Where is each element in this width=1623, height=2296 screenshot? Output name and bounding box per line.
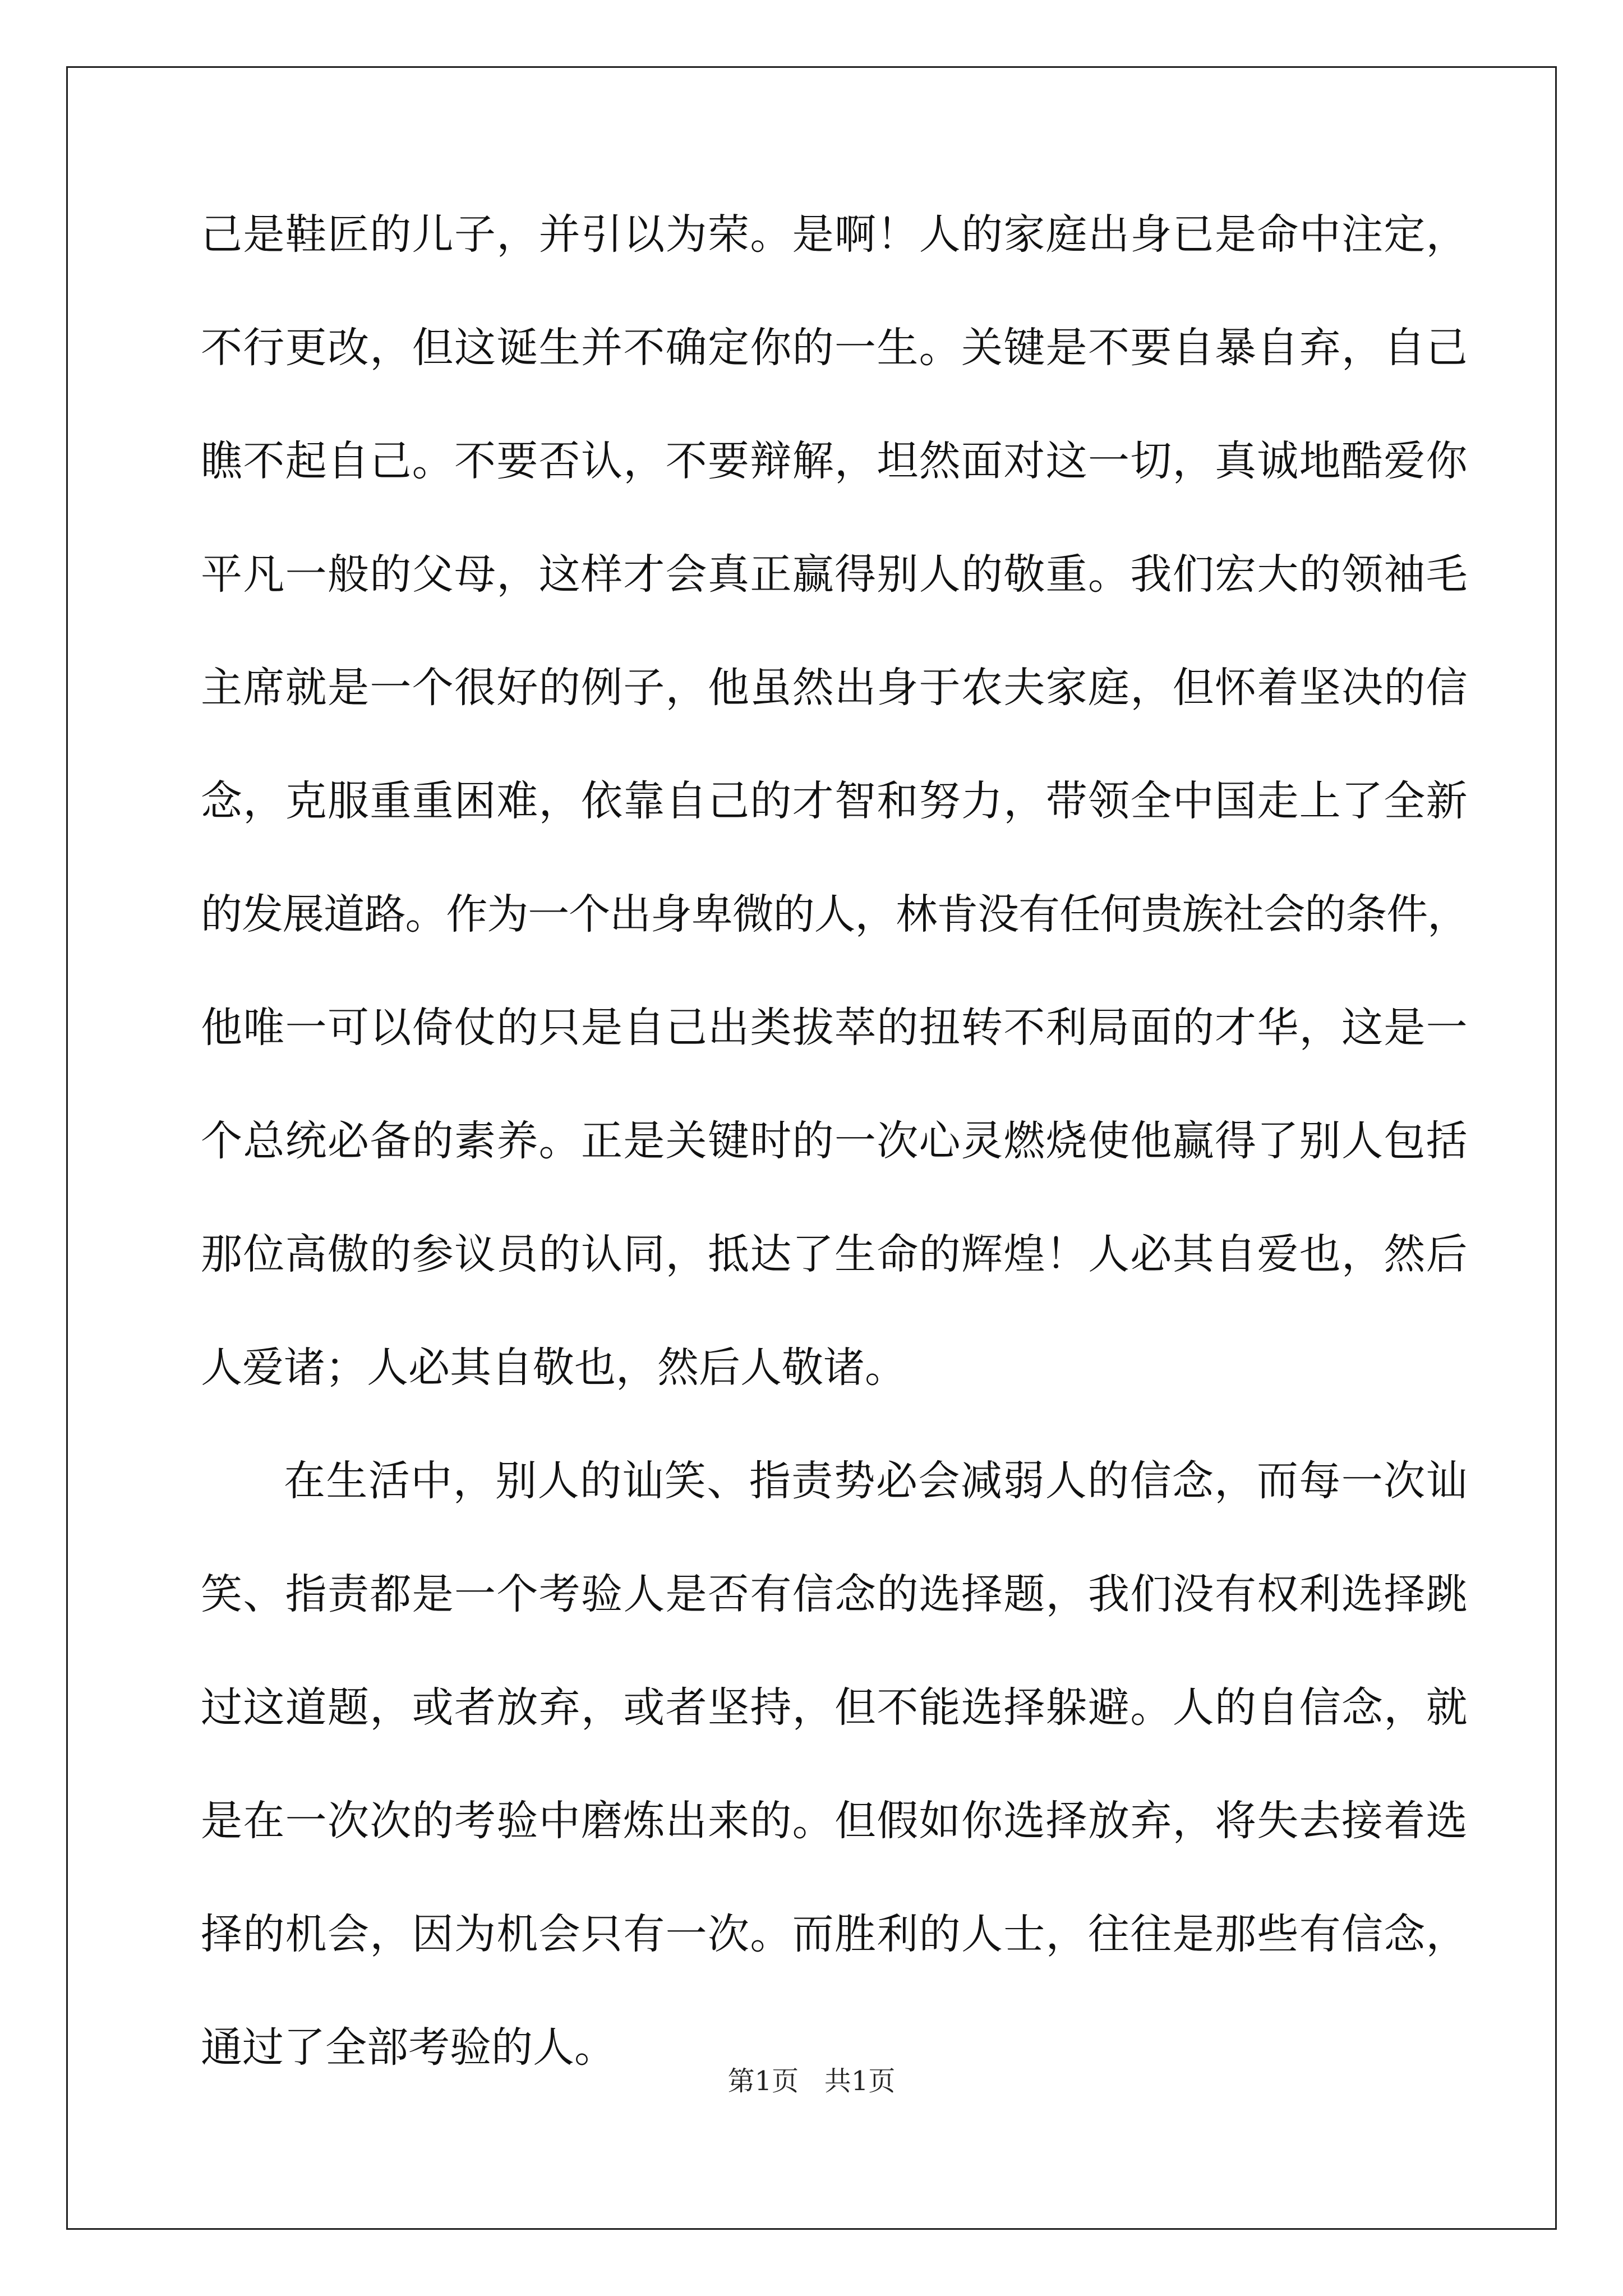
text-line: 是在一次次的考验中磨炼出来的。但假如你选择放弃，将失去接着选: [201, 1797, 1468, 1845]
text-line: 的发展道路。作为一个出身卑微的人，林肯没有任何贵族社会的条件，: [201, 890, 1468, 938]
text-line: 择的机会，因为机会只有一次。而胜利的人士，往往是那些有信念，: [201, 1910, 1468, 1958]
text-line: 个总统必备的素养。正是关键时的一次心灵燃烧使他赢得了别人包括: [201, 1117, 1468, 1165]
text-line: 念，克服重重困难，依靠自己的才智和努力，带领全中国走上了全新: [201, 777, 1468, 825]
text-line: 那位高傲的参议员的认同，抵达了生命的辉煌！人必其自爱也，然后: [201, 1230, 1468, 1278]
page-total: 共1页: [824, 2065, 896, 2097]
text-line: 过这道题，或者放弃，或者坚持，但不能选择躲避。人的自信念，就: [201, 1683, 1468, 1732]
text-line: 人爱诸；人必其自敬也，然后人敬诸。: [201, 1343, 906, 1392]
text-line: 主席就是一个很好的例子，他虽然出身于农夫家庭，但怀着坚决的信: [201, 664, 1468, 712]
text-line: 瞧不起自己。不要否认，不要辩解，坦然面对这一切，真诚地酷爱你: [201, 437, 1468, 485]
page-footer: [0, 2064, 1623, 2098]
text-line: 己是鞋匠的儿子，并引以为荣。是啊！人的家庭出身已是命中注定，: [201, 210, 1468, 259]
text-line: 平凡一般的父母，这样才会真正赢得别人的敬重。我们宏大的领袖毛: [201, 550, 1468, 599]
text-line: 通过了全部考验的人。: [201, 2023, 616, 2072]
text-line: 他唯一可以倚仗的只是自己出类拔萃的扭转不利局面的才华，这是一: [201, 1004, 1468, 1052]
text-line: 不行更改，但这诞生并不确定你的一生。关键是不要自暴自弃，自己: [201, 324, 1468, 372]
paragraph-first-line: 在生活中，别人的讪笑、指责势必会减弱人的信念，而每一次讪: [284, 1457, 1468, 1505]
text-line: 笑、指责都是一个考验人是否有信念的选择题，我们没有权利选择跳: [201, 1570, 1468, 1618]
page-number: 第1页: [727, 2065, 799, 2097]
